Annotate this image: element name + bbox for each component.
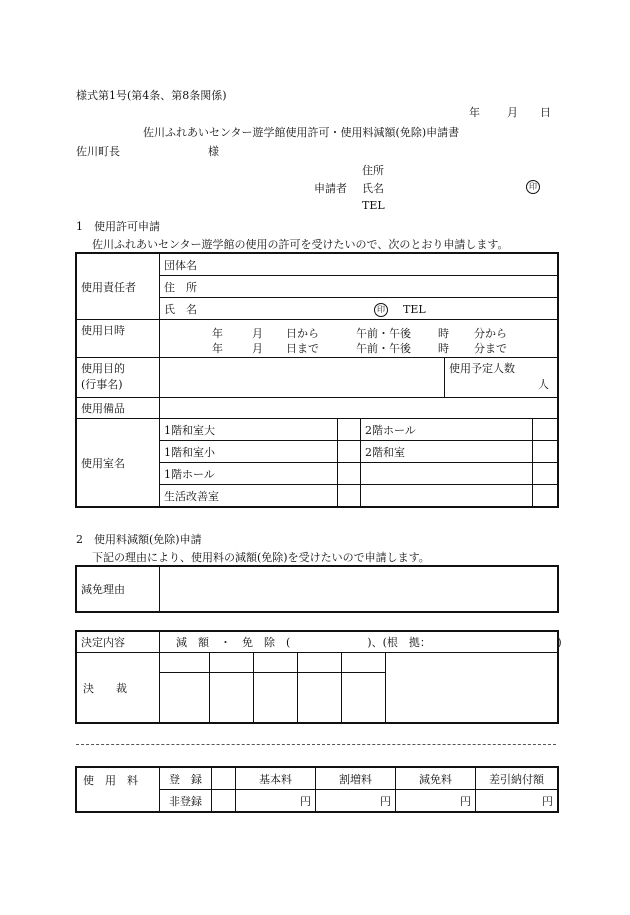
approval-stamp-5[interactable] — [342, 673, 386, 723]
address-label: 住 所 — [164, 280, 197, 294]
approval-stamp-1[interactable] — [160, 673, 210, 723]
from-hour: 時 — [438, 326, 449, 340]
equipment-label: 使用備品 — [77, 398, 160, 419]
date-year: 年 — [469, 106, 480, 119]
approval-label: 決 裁 — [77, 653, 160, 723]
to-ampm: 午前・午後 — [356, 341, 411, 355]
expected-people-field[interactable] — [445, 358, 558, 398]
reduction-reason-label: 減免理由 — [77, 567, 160, 612]
usage-date-label: 使用日時 — [77, 320, 160, 358]
room-left-2: 1階和室小 — [160, 441, 338, 463]
section1-heading: 1 使用許可申請 — [76, 220, 160, 233]
address-field[interactable] — [160, 276, 558, 298]
responsible-person-label: 使用責任者 — [77, 254, 160, 320]
reduction-reason-field[interactable] — [160, 567, 558, 612]
applicant-tel-label: TEL — [362, 199, 385, 212]
basic-fee-value[interactable]: 円 — [236, 790, 316, 812]
page-title: 佐川ふれあいセンター遊学館使用許可・使用料減額(免除)申請書 — [143, 126, 460, 139]
unregistered-label: 非登録 — [160, 790, 212, 812]
room-right-4 — [361, 485, 533, 507]
approval-stamp-header-2[interactable] — [210, 653, 254, 673]
to-minute: 分まで — [474, 341, 507, 355]
room-check-right-1[interactable] — [533, 419, 558, 441]
rooms-label: 使用室名 — [77, 419, 160, 507]
net-payment-value[interactable]: 円 — [476, 790, 558, 812]
group-name-label: 団体名 — [164, 258, 197, 272]
from-minute: 分から — [474, 326, 507, 340]
form-number: 様式第1号(第4条、第8条関係) — [76, 89, 227, 102]
room-left-4: 生活改善室 — [160, 485, 338, 507]
usage-date-field[interactable] — [160, 320, 558, 358]
decision-table — [76, 631, 562, 723]
surcharge-value[interactable]: 円 — [316, 790, 396, 812]
room-right-3 — [361, 463, 533, 485]
room-check-right-2[interactable] — [533, 441, 558, 463]
date-day: 日 — [540, 106, 551, 119]
from-ampm: 午前・午後 — [356, 326, 411, 340]
approval-stamp-4[interactable] — [298, 673, 342, 723]
purpose-field[interactable] — [160, 358, 445, 398]
approval-stamp-3[interactable] — [254, 673, 298, 723]
decision-label: 決定内容 — [77, 632, 160, 653]
to-day: 日まで — [286, 341, 319, 355]
col-surcharge: 割増料 — [316, 768, 396, 790]
applicant-seal — [526, 180, 540, 194]
applicant-address-label: 住所 — [362, 164, 384, 177]
room-check-left-2[interactable] — [338, 441, 361, 463]
section2-intro: 下記の理由により、使用料の減額(免除)を受けたいので申請します。 — [92, 551, 430, 564]
room-check-left-3[interactable] — [338, 463, 361, 485]
room-right-1: 2階ホール — [361, 419, 533, 441]
purpose-label — [77, 358, 160, 398]
approval-stamp-2[interactable] — [210, 673, 254, 723]
applicant-name-label: 氏名 — [362, 182, 384, 195]
seal-mark: 印 — [526, 180, 540, 194]
approval-stamp-header-5[interactable] — [342, 653, 386, 673]
col-reduction: 減免料 — [396, 768, 476, 790]
addressee-suffix: 様 — [208, 145, 219, 158]
expected-people-label: 使用予定人数 — [449, 362, 515, 375]
section2-heading: 2 使用料減額(免除)申請 — [76, 533, 202, 546]
col-basic-fee: 基本料 — [236, 768, 316, 790]
to-hour: 時 — [438, 341, 449, 355]
tel-label: TEL — [403, 302, 426, 316]
from-year: 年 — [212, 326, 223, 340]
section1-intro: 佐川ふれあいセンター遊学館の使用の許可を受けたいので、次のとおり申請します。 — [92, 238, 509, 251]
cut-line-divider — [76, 744, 556, 745]
date-month: 月 — [507, 106, 518, 119]
to-month: 月 — [252, 341, 263, 355]
unregistered-check[interactable] — [212, 790, 236, 812]
applicant-label: 申請者 — [314, 182, 347, 195]
people-unit: 人 — [538, 378, 550, 391]
from-day: 日から — [286, 326, 319, 340]
room-left-3: 1階ホール — [160, 463, 338, 485]
usage-permit-table — [76, 253, 558, 507]
room-check-left-1[interactable] — [338, 419, 361, 441]
name-label: 氏 名 — [164, 302, 197, 316]
purpose-label-line2: (行事名) — [81, 378, 123, 391]
equipment-field[interactable] — [160, 398, 558, 419]
fee-table — [76, 767, 558, 812]
purpose-label-line1: 使用目的 — [81, 362, 125, 375]
room-left-1: 1階和室大 — [160, 419, 338, 441]
reduction-reason-table — [76, 566, 558, 612]
fee-label: 使 用 料 — [77, 768, 160, 812]
registered-label: 登 録 — [160, 768, 212, 790]
group-name-field[interactable] — [160, 254, 558, 276]
approval-stamp-header-3[interactable] — [254, 653, 298, 673]
reduction-value[interactable]: 円 — [396, 790, 476, 812]
name-field[interactable] — [160, 298, 558, 320]
room-check-right-3[interactable] — [533, 463, 558, 485]
decision-content: 減 額 ・ 免 除 ( )、(根 拠： ) — [160, 632, 558, 653]
room-right-2: 2階和室 — [361, 441, 533, 463]
col-net-payment: 差引納付額 — [476, 768, 558, 790]
to-year: 年 — [212, 341, 223, 355]
registered-check[interactable] — [212, 768, 236, 790]
approval-stamp-header-4[interactable] — [298, 653, 342, 673]
room-check-right-4[interactable] — [533, 485, 558, 507]
approval-stamp-header-1[interactable] — [160, 653, 210, 673]
room-check-left-4[interactable] — [338, 485, 361, 507]
approval-notes[interactable] — [386, 653, 558, 723]
addressee: 佐川町長 — [76, 145, 120, 158]
seal-mark: 印 — [374, 303, 388, 317]
from-month: 月 — [252, 326, 263, 340]
